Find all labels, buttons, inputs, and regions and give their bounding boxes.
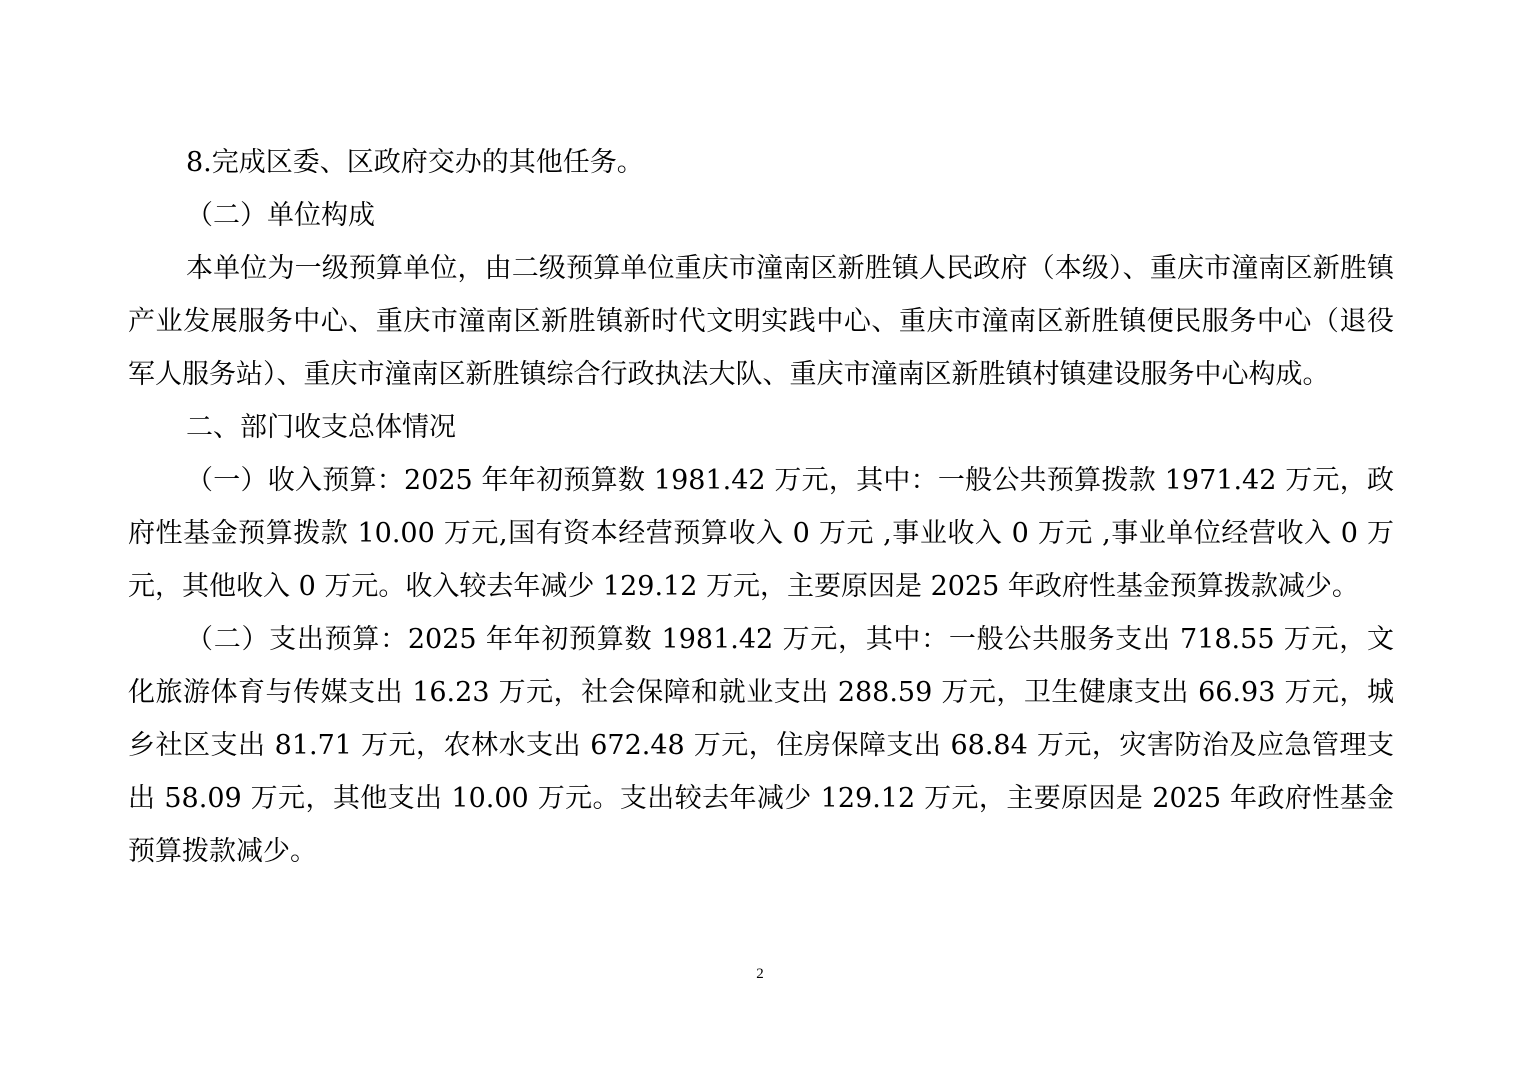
paragraph-unit-composition: 本单位为一级预算单位，由二级预算单位重庆市潼南区新胜镇人民政府（本级）、重庆市潼南区新胜镇产业发展服务中心、重庆市潼南区新胜镇新时代文明实践中心、重庆市潼南区新胜镇便民服务中心（退役军人服务站）、重庆市潼南区新胜镇综合行政执法大队、重庆市潼南区新胜镇村镇建设服务中心构成。	[128, 253, 1394, 390]
document-body	[128, 136, 1394, 878]
heading-unit-composition: （二）单位构成	[186, 200, 375, 231]
paragraph-expenditure-budget: （二）支出预算：2025 年年初预算数 1981.42 万元，其中：一般公共服务支出 718.55 万元，文化旅游体育与传媒支出 16.23 万元，社会保障和就业支出 288.59 万元，卫生健康支出 66.93 万元，城乡社区支出 81.71 万元，农林水支出 672.48 万元，住房保障支出 68.84 万元，灾害防治及应急管理支出 58.09 万元，其他支出 10.00 万元。支出较去年减少 129.12 万元，主要原因是 2025 年政府性基金预算拨款减少。	[128, 624, 1394, 867]
paragraph-income-budget: （一）收入预算：2025 年年初预算数 1981.42 万元，其中：一般公共预算拨款 1971.42 万元，政府性基金预算拨款 10.00 万元,国有资本经营预算收入 0 万元 ,事业收入 0 万元 ,事业单位经营收入 0 万元，其他收入 0 万元。收入较去年减少 129.12 万元，主要原因是 2025 年政府性基金预算拨款减少。	[128, 465, 1394, 602]
page-number: 2	[756, 966, 764, 982]
heading-income-expenditure-overview: 二、部门收支总体情况	[186, 412, 456, 443]
paragraph-other-tasks: 8.完成区委、区政府交办的其他任务。	[186, 147, 644, 178]
